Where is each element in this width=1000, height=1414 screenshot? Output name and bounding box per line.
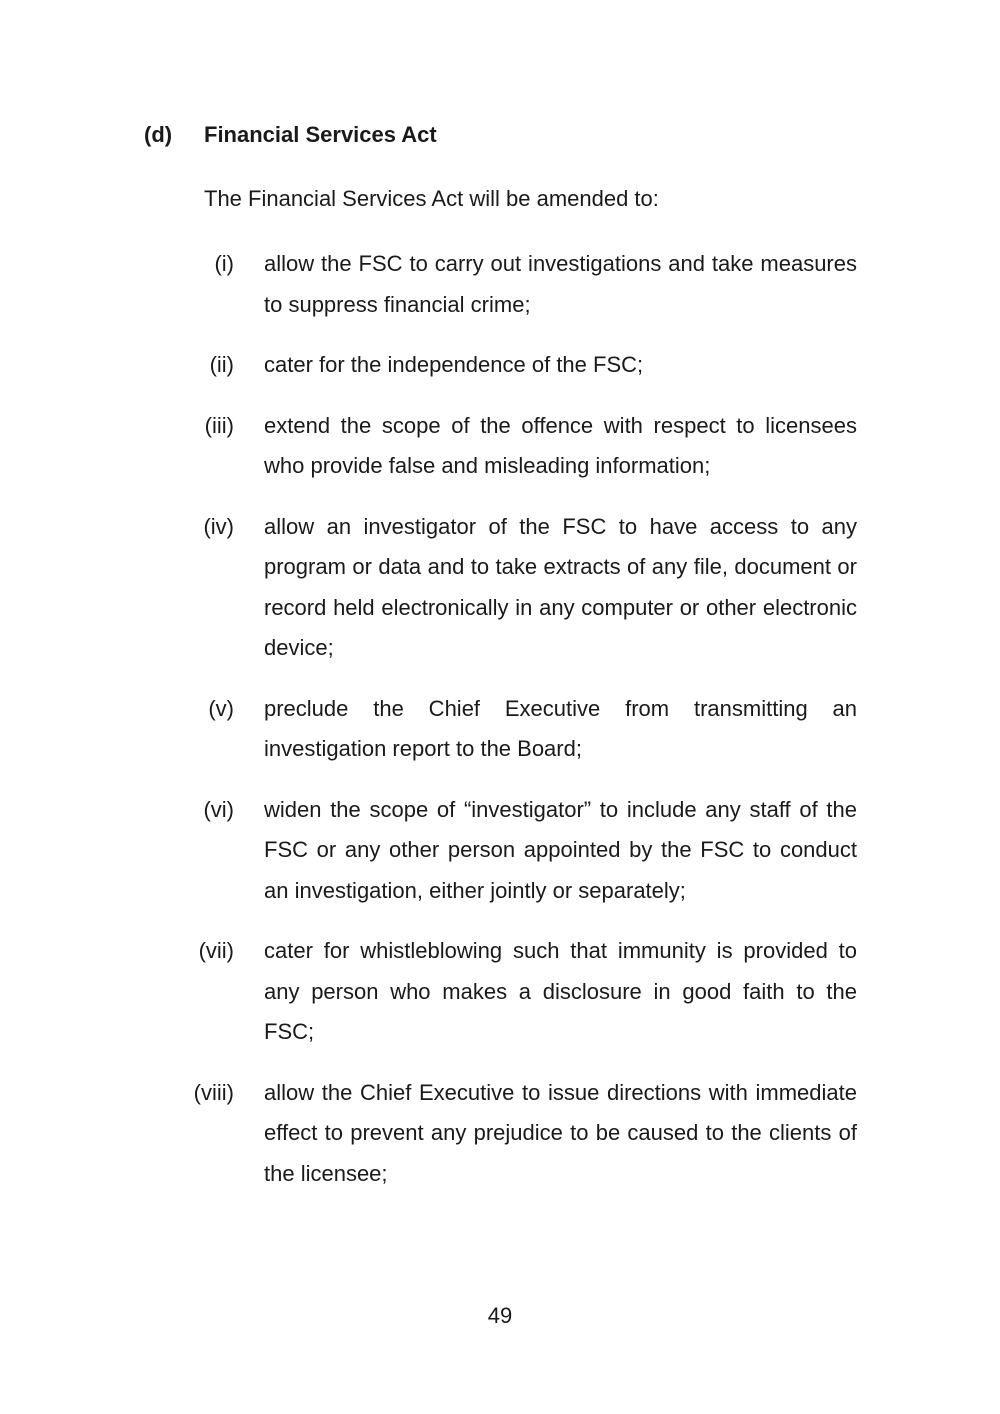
section-title: Financial Services Act: [204, 122, 437, 147]
section-heading: [144, 121, 437, 149]
list-item: [180, 507, 857, 669]
page-number: 49: [487, 1303, 513, 1328]
intro-paragraph: The Financial Services Act will be amended to:: [204, 186, 659, 211]
list-item: [180, 244, 857, 325]
item-text: allow the Chief Executive to issue directions with immediate effect to prevent any prejudice to be caused to the clients of the licensee;: [264, 1079, 857, 1186]
item-text: widen the scope of “investigator” to include any staff of the FSC or any other person appointed by the FSC to conduct an investigation, either jointly or separately;: [264, 796, 857, 903]
item-text: cater for whistleblowing such that immunity is provided to any person who makes a disclosure in good faith to the FSC;: [264, 938, 857, 1044]
section-number: (d): [144, 122, 173, 147]
list-item: [180, 689, 857, 770]
item-text: preclude the Chief Executive from transmitting an investigation report to the Board;: [264, 695, 857, 761]
item-text: cater for the independence of the FSC;: [264, 352, 644, 377]
item-marker: (iv): [203, 513, 234, 539]
list-item: [180, 406, 857, 487]
item-marker: (v): [208, 695, 234, 721]
item-marker: (iii): [204, 412, 234, 438]
item-marker: (ii): [209, 352, 234, 377]
item-text: allow the FSC to carry out investigations and take measures to suppress financial crime;: [264, 251, 857, 317]
item-text: extend the scope of the offence with respect to licensees who provide false and misleading information;: [264, 412, 857, 478]
item-marker: (i): [214, 251, 234, 276]
item-marker: (viii): [193, 1079, 234, 1105]
list-item: [180, 931, 857, 1053]
item-marker: (vii): [198, 938, 234, 963]
item-text: allow an investigator of the FSC to have access to any program or data and to take extracts of any file, document or record held electronically in any computer or other electronic device;: [264, 513, 857, 660]
amendment-list: [180, 244, 857, 1214]
list-item: [180, 790, 857, 912]
list-item: [180, 345, 857, 386]
item-marker: (vi): [203, 796, 234, 822]
list-item: [180, 1073, 857, 1195]
